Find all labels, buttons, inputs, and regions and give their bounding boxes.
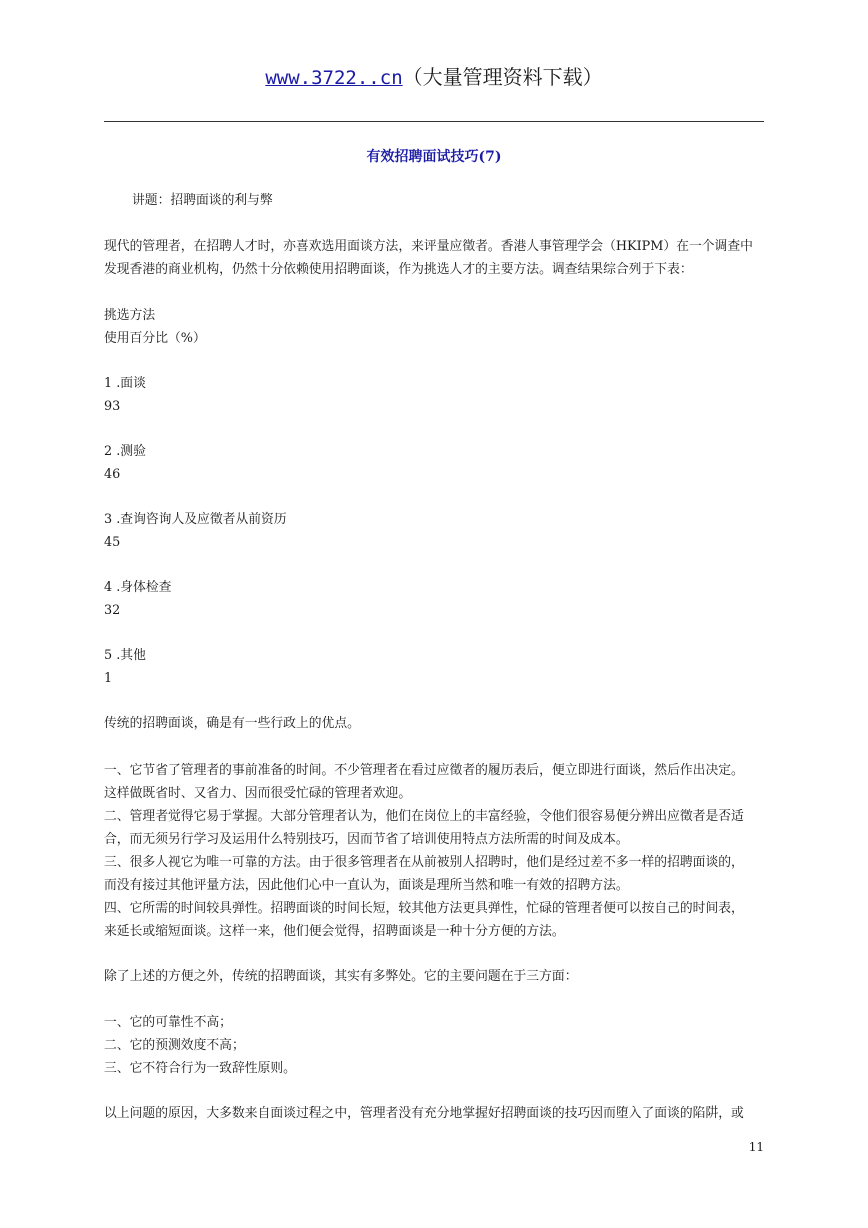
problem-line: 二、它的预测效度不高； <box>104 1038 245 1053</box>
intro-line-1: 现代的管理者，在招聘人才时，亦喜欢选用面谈方法，来评量应徵者。香港人事管理学会（HKIPM）在一个调查中 <box>104 239 753 254</box>
table-header-percent: 使用百分比（%） <box>104 331 206 346</box>
advantage-line: 一、它节省了管理者的事前准备的时间。不少管理者在看过应徵者的履历表后，便立即进行面谈，然后作出决定。 <box>104 763 744 778</box>
header-divider <box>104 121 764 122</box>
table-header-method: 挑选方法 <box>104 308 156 323</box>
site-header <box>0 62 868 93</box>
subtitle: 讲题：招聘面谈的利与弊 <box>132 193 273 208</box>
table-row-value: 1 <box>104 671 113 686</box>
advantage-line: 三、很多人视它为唯一可靠的方法。由于很多管理者在从前被别人招聘时，他们是经过差不多一样的招聘面谈的， <box>104 855 744 870</box>
table-row-value: 46 <box>104 467 121 482</box>
table-row-value: 32 <box>104 603 121 618</box>
problem-line: 三、它不符合行为一致辞性原则。 <box>104 1061 296 1076</box>
intro-line-2: 发现香港的商业机构，仍然十分依赖使用招聘面谈，作为挑选人才的主要方法。调查结果综合列于下表： <box>104 262 693 277</box>
advantage-line: 而没有接过其他评量方法，因此他们心中一直认为，面谈是理所当然和唯一有效的招聘方法。 <box>104 878 629 893</box>
table-row-method: 3 .查询咨询人及应徵者从前资历 <box>104 512 287 527</box>
site-tagline: （大量管理资料下载） <box>402 65 603 89</box>
table-row-method: 4 .身体检查 <box>104 580 172 595</box>
advantages-intro: 传统的招聘面谈，确是有一些行政上的优点。 <box>104 716 360 731</box>
table-row-method: 2 .测验 <box>104 444 146 459</box>
advantage-line: 合，而无须另行学习及运用什么特别技巧，因而节省了培训使用特点方法所需的时间及成本。 <box>104 832 629 847</box>
advantage-line: 四、它所需的时间较具弹性。招聘面谈的时间长短，较其他方法更具弹性，忙碌的管理者便可以按自己的时间表， <box>104 901 744 916</box>
table-row-method: 5 .其他 <box>104 648 146 663</box>
page-number: 11 <box>748 1140 764 1154</box>
table-row-method: 1 .面谈 <box>104 376 146 391</box>
problems-intro: 除了上述的方便之外，传统的招聘面谈，其实有多弊处。它的主要问题在于三方面： <box>104 969 578 984</box>
table-row-value: 93 <box>104 399 121 414</box>
table-row-value: 45 <box>104 535 121 550</box>
advantage-line: 二、管理者觉得它易于掌握。大部分管理者认为，他们在岗位上的丰富经验，令他们很容易便分辨出应徵者是否适 <box>104 809 744 824</box>
site-link[interactable]: www.3722..cn <box>265 67 403 89</box>
document-title: 有效招聘面试技巧(7) <box>366 149 502 165</box>
problem-line: 一、它的可靠性不高； <box>104 1015 232 1030</box>
advantage-line: 来延长或缩短面谈。这样一来，他们便会觉得，招聘面谈是一种十分方便的方法。 <box>104 924 565 939</box>
closing-line: 以上问题的原因，大多数来自面谈过程之中，管理者没有充分地掌握好招聘面谈的技巧因而堕入了面谈的陷阱，或 <box>104 1106 744 1121</box>
advantage-line: 这样做既省时、又省力、因而很受忙碌的管理者欢迎。 <box>104 786 412 801</box>
